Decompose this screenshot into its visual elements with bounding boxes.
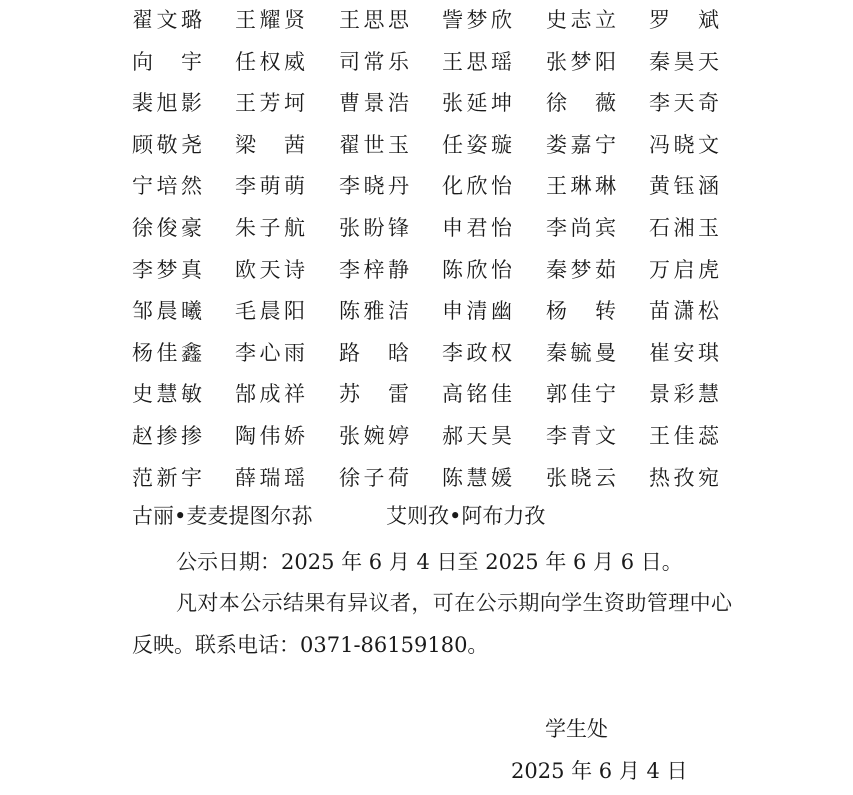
name-entry: 李晓丹 [339, 174, 409, 199]
name-entry: 邹晨曦 [132, 299, 202, 324]
name-entry: 杨 转 [546, 299, 616, 324]
name-entry: 化欣怡 [442, 174, 512, 199]
name-entry: 申君怡 [442, 216, 512, 240]
name-entry: 李心雨 [235, 340, 305, 365]
name-entry: 任权威 [235, 49, 305, 74]
name-entry: 苏 雷 [339, 382, 409, 407]
name-entry: 王芳坷 [235, 91, 305, 116]
name-entry: 李天奇 [649, 91, 719, 116]
name-entry: 崔安琪 [649, 340, 719, 365]
name-entry: 裴旭影 [132, 91, 202, 116]
name-entry: 冯晓文 [649, 132, 719, 157]
name-entry: 石湘玉 [649, 216, 719, 240]
name-entry: 史志立 [546, 8, 616, 32]
name-entry: 高铭佳 [442, 382, 512, 407]
name-entry: 顾敬尧 [132, 132, 202, 157]
notice-period: 公示日期：2025 年 6 月 4 日至 2025 年 6 月 6 日。 [176, 550, 683, 574]
name-entry: 郭佳宁 [546, 382, 616, 407]
name-entry: 任姿璇 [442, 132, 512, 157]
name-entry: 翟世玉 [339, 132, 409, 157]
name-entry: 张盼锋 [339, 216, 409, 240]
name-entry: 朱子航 [235, 216, 305, 240]
name-entry: 申清幽 [442, 299, 512, 324]
name-entry: 李梦真 [132, 257, 202, 282]
name-entry: 宁培然 [132, 174, 202, 199]
name-entry: 李青文 [546, 424, 616, 448]
name-entry: 张婉婷 [339, 424, 409, 448]
name-entry: 王佳蕊 [649, 424, 719, 448]
name-entry: 热孜宛 [649, 465, 719, 490]
name-entry: 陈欣怡 [442, 257, 512, 282]
name-entry: 王思瑶 [442, 49, 512, 74]
name-entry: 梁 茜 [235, 132, 305, 157]
name-entry: 李梓静 [339, 257, 409, 282]
name-entry: 郜成祥 [235, 382, 305, 407]
name-entry: 徐子荷 [339, 465, 409, 490]
name-entry: 黄钰涵 [649, 174, 719, 199]
name-entry: 苗潇松 [649, 299, 719, 324]
name-entry: 李萌萌 [235, 174, 305, 199]
name-entry: 赵掺掺 [132, 424, 202, 448]
name-entry: 翟文璐 [132, 8, 202, 32]
name-entry: 范新宇 [132, 465, 202, 490]
name-entry: 秦昊天 [649, 49, 719, 74]
name-entry: 万启虎 [649, 257, 719, 282]
name-entry: 张晓云 [546, 465, 616, 490]
name-entry: 郝天昊 [442, 424, 512, 448]
name-entry: 薛瑞瑶 [235, 465, 305, 490]
name-entry: 訾梦欣 [442, 8, 512, 32]
name-entry: 路 晗 [339, 340, 409, 365]
name-entry: 曹景浩 [339, 91, 409, 116]
name-entry: 王耀贤 [235, 8, 305, 32]
name-entry: 艾则孜•阿布力孜 [386, 504, 546, 528]
name-entry: 史慧敏 [132, 382, 202, 407]
name-entry: 杨佳鑫 [132, 340, 202, 365]
name-entry: 陈雅洁 [339, 299, 409, 324]
objection-paragraph: 凡对本公示结果有异议者，可在公示期向学生资助管理中心反映。联系电话：0371-86159180。 [132, 591, 732, 657]
name-entry: 王琳琳 [546, 174, 616, 199]
issuing-office: 学生处 [545, 717, 608, 741]
name-entry: 徐俊豪 [132, 216, 202, 240]
name-entry: 罗 斌 [649, 8, 719, 32]
name-entry: 景彩慧 [649, 382, 719, 407]
name-entry: 张梦阳 [546, 49, 616, 74]
name-entry: 李政权 [442, 340, 512, 365]
name-entry: 秦梦茹 [546, 257, 616, 282]
name-entry: 向 宇 [132, 49, 202, 74]
name-entry: 张延坤 [442, 91, 512, 116]
name-entry: 陶伟娇 [235, 424, 305, 448]
name-entry: 毛晨阳 [235, 299, 305, 324]
issue-date: 2025 年 6 月 4 日 [511, 759, 688, 783]
name-entry: 秦毓曼 [546, 340, 616, 365]
name-entry: 古丽•麦麦提图尔荪 [132, 504, 313, 528]
name-entry: 欧天诗 [235, 257, 305, 282]
name-entry: 王思思 [339, 8, 409, 32]
name-entry: 司常乐 [339, 49, 409, 74]
name-entry: 娄嘉宁 [546, 132, 616, 157]
name-entry: 李尚宾 [546, 216, 616, 240]
name-entry: 陈慧媛 [442, 465, 512, 490]
name-entry: 徐 薇 [546, 91, 616, 116]
